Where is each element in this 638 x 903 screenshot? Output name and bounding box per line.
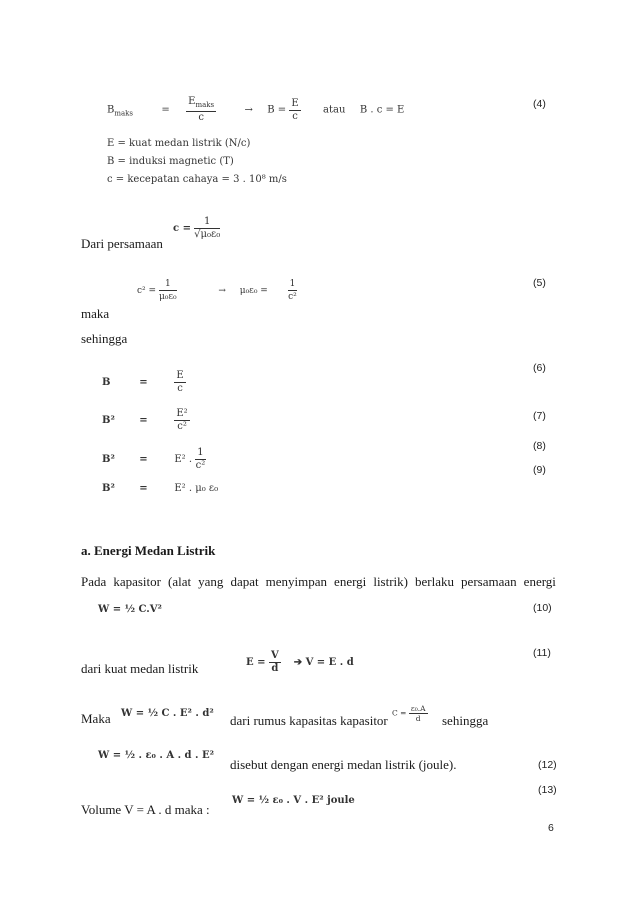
page-number: 6 <box>548 822 554 834</box>
equation-maka: W = ½ C . E² . d² <box>121 708 214 719</box>
equation-number-4: (4) <box>533 98 546 110</box>
paragraph-line: Pada kapasitor (alat yang dapat menyimpan energi listrik) berlaku persamaan energi <box>81 574 556 589</box>
section-heading: a. Energi Medan Listrik <box>81 543 216 558</box>
definition-e: E = kuat medan listrik (N/c) <box>107 138 251 149</box>
equation-number-13: (13) <box>538 784 557 796</box>
equation-number-11: (11) <box>533 647 551 659</box>
equation-7: B² = $\frac{\text{E²}}{\text{c²}}$ <box>102 408 188 432</box>
equation-c: c = $\frac{1}{\text{√μ₀ε₀}}$ <box>173 216 221 240</box>
equation-number-5: (5) <box>533 277 546 289</box>
equation-4: $B_{maks}$ = $\frac{E_{maks}}{c}$ → B = $\frac{E}{c}$ atau B . c = E <box>107 96 405 123</box>
equation-6: B = $\frac{E}{c}$ <box>102 370 184 394</box>
equation-capacitance: C = $\frac{\text{ε₀.A}}{d}$ <box>392 704 426 723</box>
definition-b: B = induksi magnetic (T) <box>107 156 234 167</box>
equation-10: W = ½ C.V² <box>98 604 162 615</box>
arrow-right-icon: → <box>218 286 226 296</box>
equation-5: c² = $\frac{1}{\text{μ₀ε₀}}$ → μ₀ε₀ = $\frac{1}{\text{c²}}$ <box>137 279 297 302</box>
equation-9: B² = E² . μ₀ ε₀ <box>102 483 219 494</box>
equation-12: W = ½ . ε₀ . A . d . E² <box>98 750 214 761</box>
text-sehingga-2: sehingga <box>442 713 489 728</box>
equation-number-10: (10) <box>533 602 552 614</box>
equation-number-8: (8) <box>533 440 546 452</box>
equation-number-9: (9) <box>533 464 546 476</box>
equation-number-12: (12) <box>538 759 557 771</box>
equation-8: B² = E² . $\frac{1}{\text{c²}}$ <box>102 447 206 471</box>
text-dari-kuat-medan: dari kuat medan listrik <box>81 661 199 676</box>
equation-number-6: (6) <box>533 362 546 374</box>
text-disebut: disebut dengan energi medan listrik (joule). <box>230 757 457 772</box>
text-dari-persamaan: Dari persamaan <box>81 236 163 251</box>
arrow-right-icon: → <box>244 104 253 116</box>
definition-c: c = kecepatan cahaya = 3 . 10⁸ m/s <box>107 174 287 185</box>
equation-number-7: (7) <box>533 410 546 422</box>
text-dari-rumus: dari rumus kapasitas kapasitor <box>230 713 388 728</box>
equation-13: W = ½ ε₀ . V . E² joule <box>232 795 355 806</box>
text-volume: Volume V = A . d maka : <box>81 802 210 817</box>
text-sehingga: sehingga <box>81 331 128 346</box>
text-maka: maka <box>81 306 110 321</box>
equation-11: E = $\frac{V}{d}$ ➔ V = E . d <box>246 650 354 674</box>
text-maka-2: Maka <box>81 711 111 726</box>
